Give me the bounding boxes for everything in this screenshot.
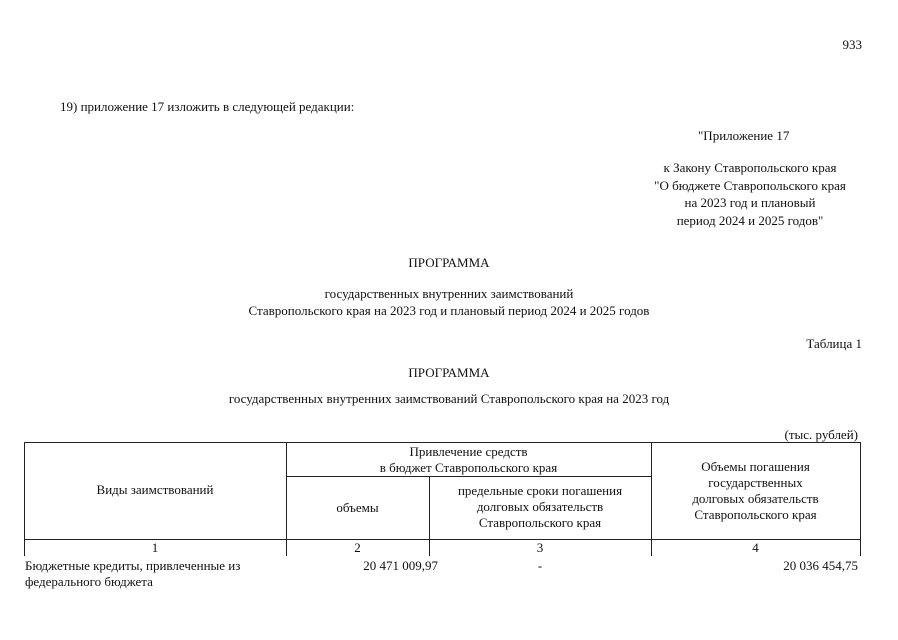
column-number-3: 3: [536, 540, 544, 555]
row-volume: 20 471 009,97: [363, 558, 438, 573]
header-line: в бюджет Ставропольского края: [379, 460, 558, 475]
header-repayment-terms: [429, 483, 651, 531]
table-program-subtitle: государственных внутренних заимствований Ставропольского края на 2023 год: [228, 391, 670, 406]
program-title: ПРОГРАММА: [408, 255, 490, 270]
header-repayment-volumes: [651, 459, 860, 523]
program-subtitle-line: Ставропольского края на 2023 год и плановый период 2024 и 2025 годов: [248, 303, 650, 318]
header-line: долговых обязательств: [476, 499, 604, 514]
row-repayment-term: -: [537, 558, 543, 573]
table-label: Таблица 1: [806, 336, 862, 351]
program-subtitle: [0, 285, 898, 319]
appendix-title: "Приложение 17: [698, 128, 790, 143]
header-line: государственных: [708, 475, 803, 490]
appendix-line: на 2023 год и плановый: [684, 195, 816, 210]
row-name-line: Бюджетные кредиты, привлеченные из: [25, 558, 241, 573]
table-program-title: ПРОГРАММА: [408, 365, 490, 380]
program-subtitle-line: государственных внутренних заимствований: [324, 286, 574, 301]
header-funds-raising: [286, 444, 651, 476]
column-number-1: 1: [151, 540, 159, 555]
header-borrowing-types: Виды заимствований: [96, 482, 214, 497]
appendix-line: период 2024 и 2025 годов": [676, 212, 824, 228]
row-name-line: федерального бюджета: [25, 574, 153, 589]
row-repayment-volume: 20 036 454,75: [783, 558, 858, 573]
header-line: Объемы погашения: [701, 459, 810, 474]
page-number: 933: [842, 37, 862, 52]
header-line: долговых обязательств: [692, 491, 819, 506]
units-label: (тыс. рублей): [784, 427, 858, 442]
appendix-line: "О бюджете Ставропольского края: [654, 177, 846, 193]
column-number-2: 2: [354, 540, 361, 555]
header-line: Привлечение средств: [409, 444, 528, 459]
appendix-line: к Закону Ставропольского края: [663, 160, 837, 175]
header-volumes: объемы: [336, 500, 379, 515]
appendix-reference: [620, 159, 880, 229]
column-number-4: 4: [752, 540, 759, 555]
header-line: Ставропольского края: [478, 515, 602, 530]
header-line: Ставропольского края: [694, 507, 817, 522]
row-borrowing-name: [25, 558, 240, 590]
intro-text: 19) приложение 17 изложить в следующей редакции:: [60, 99, 355, 114]
borrowing-table: [24, 442, 861, 556]
header-line: предельные сроки погашения: [457, 483, 623, 498]
